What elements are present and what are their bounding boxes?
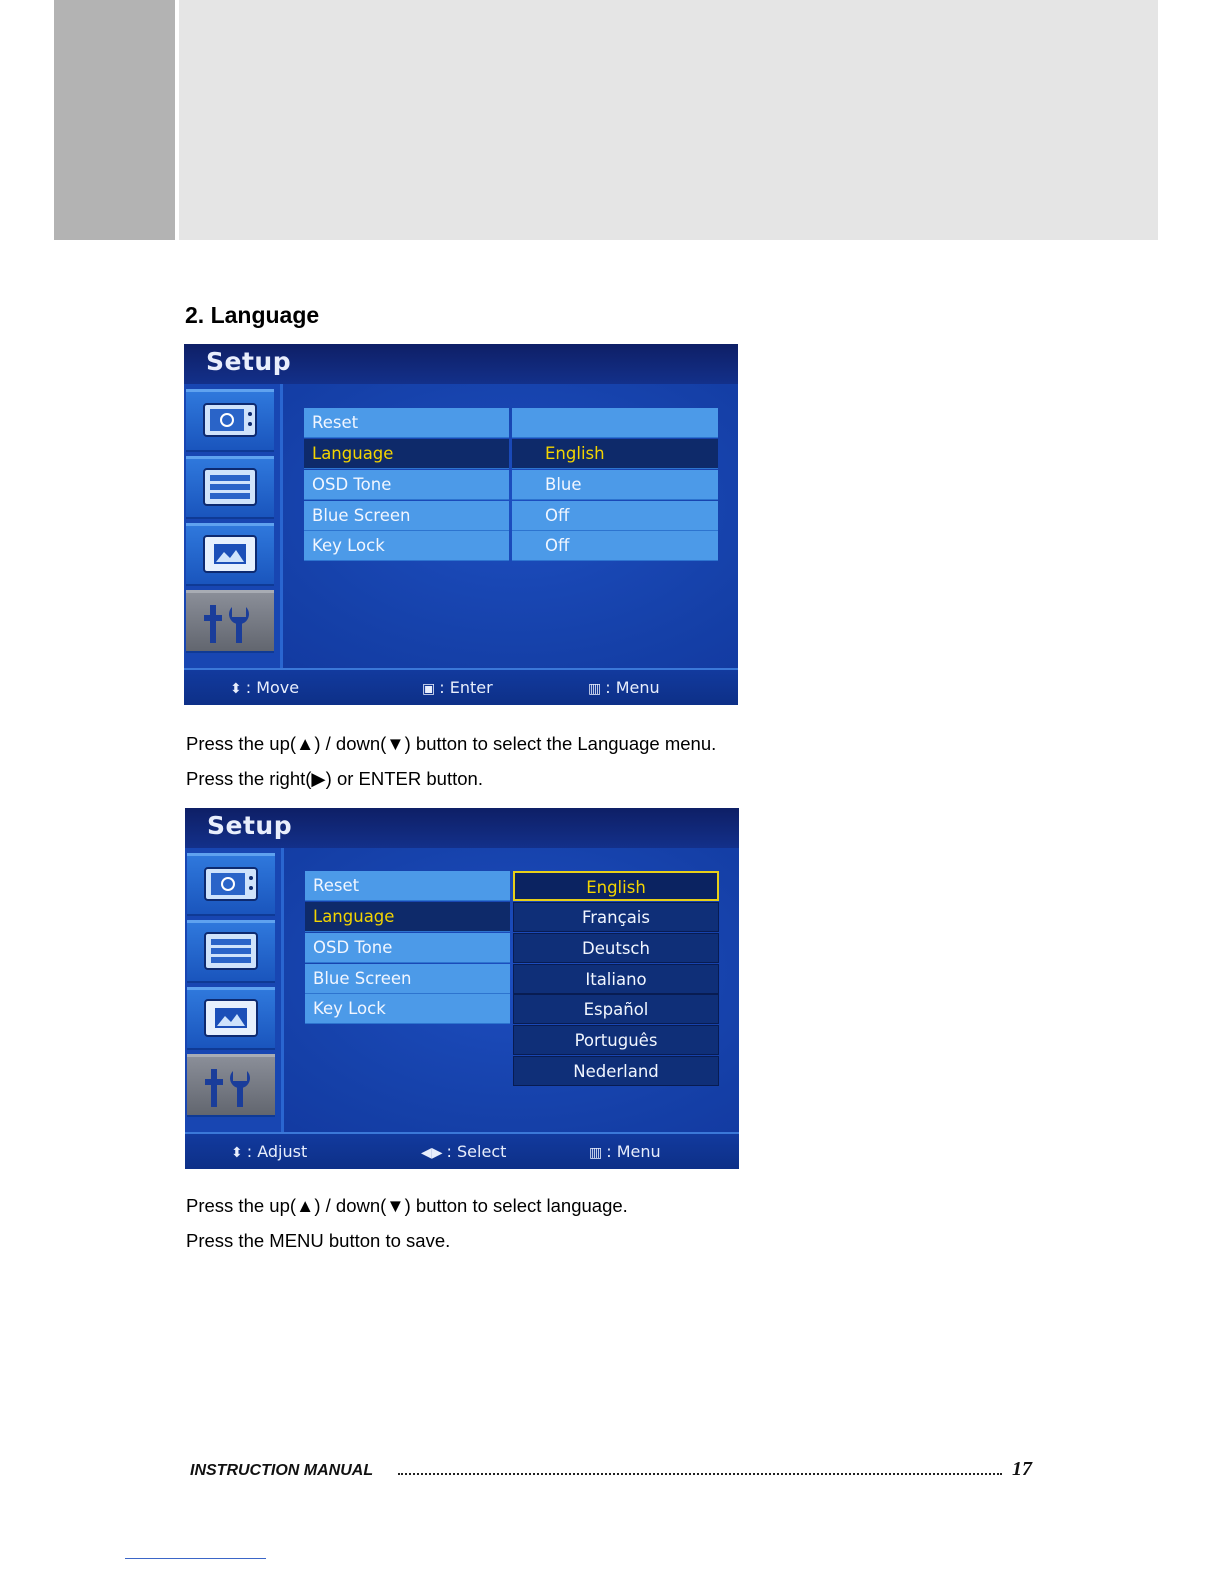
language-option-nederland[interactable]: Nederland: [513, 1056, 719, 1086]
enter-square-icon: ▣: [422, 681, 436, 697]
footer-move-label: : Move: [245, 678, 300, 697]
language-option-italiano[interactable]: Italiano: [513, 964, 719, 994]
footer-enter-label: : Enter: [439, 678, 493, 697]
menu-value-language: English: [512, 439, 718, 469]
menu-row-blue-screen[interactable]: Blue Screen: [304, 501, 509, 531]
osd-footer-bar: [185, 1132, 739, 1169]
osd-screen-language-options: [185, 808, 739, 1169]
menu-icon: ▥: [589, 1145, 603, 1161]
instruction-line: Press the MENU button to save.: [186, 1230, 451, 1251]
side-menu-picture[interactable]: [186, 389, 274, 452]
menu-row-reset[interactable]: Reset: [305, 871, 510, 901]
menu-value-osd-tone: Blue: [512, 470, 718, 500]
footer-adjust-hint: [231, 1142, 307, 1161]
page-footer: [190, 1460, 1032, 1484]
dotted-leader: [398, 1473, 1002, 1475]
footer-menu-hint: [588, 678, 660, 697]
menu-value-blue-screen: Off: [512, 501, 718, 531]
image-icon: [202, 534, 258, 574]
footer-menu-label: : Menu: [606, 1142, 661, 1161]
menu-icon: ▥: [588, 681, 602, 697]
side-menu-picture[interactable]: [187, 853, 275, 916]
osd-side-menu: [184, 384, 283, 668]
picture-icon: [203, 864, 259, 904]
footer-select-hint: [421, 1142, 506, 1161]
language-option-espanol[interactable]: Español: [513, 994, 719, 1024]
image-icon: [203, 998, 259, 1038]
updown-arrow-icon: ⬍: [231, 1145, 243, 1161]
osd-screen-language-menu: [184, 344, 738, 705]
section-title: 2. Language: [185, 302, 320, 328]
menu-value-key-lock: Off: [512, 531, 718, 561]
tools-icon: [202, 601, 258, 647]
header-band-left: [54, 0, 175, 240]
side-menu-tools[interactable]: [186, 590, 274, 653]
instruction-line: Press the up(▲) / down(▼) button to select language.: [186, 1195, 628, 1216]
footer-select-label: : Select: [446, 1142, 507, 1161]
footer-menu-hint: [589, 1142, 661, 1161]
menu-row-blue-screen[interactable]: Blue Screen: [305, 964, 510, 994]
osd-title-bar: [185, 808, 739, 848]
picture-icon: [202, 400, 258, 440]
footer-move-hint: [230, 678, 299, 697]
page-number: 17: [1012, 1458, 1032, 1480]
leftright-arrow-icon: ◀▶: [421, 1145, 443, 1161]
language-option-portugues[interactable]: Português: [513, 1025, 719, 1055]
list-icon: [202, 467, 258, 507]
osd-footer-bar: [184, 668, 738, 705]
header-band-right: [179, 0, 1158, 240]
footer-enter-hint: [422, 678, 493, 697]
menu-row-language[interactable]: Language: [305, 902, 510, 932]
osd-title: Setup: [206, 347, 292, 376]
list-icon: [203, 931, 259, 971]
language-option-deutsch[interactable]: Deutsch: [513, 933, 719, 963]
updown-arrow-icon: ⬍: [230, 681, 242, 697]
footer-adjust-label: : Adjust: [246, 1142, 308, 1161]
side-menu-image[interactable]: [187, 987, 275, 1050]
instruction-line: Press the right(▶) or ENTER button.: [186, 768, 483, 789]
side-menu-tools[interactable]: [187, 1054, 275, 1117]
menu-row-key-lock[interactable]: Key Lock: [305, 994, 510, 1024]
menu-row-osd-tone[interactable]: OSD Tone: [304, 470, 509, 500]
menu-row-reset[interactable]: Reset: [304, 408, 509, 438]
osd-side-menu: [185, 848, 284, 1132]
footer-menu-label: : Menu: [605, 678, 660, 697]
side-menu-image[interactable]: [186, 523, 274, 586]
bottom-rule: [125, 1558, 266, 1559]
menu-row-language[interactable]: Language: [304, 439, 509, 469]
osd-title-bar: [184, 344, 738, 384]
menu-value-reset: [512, 408, 718, 438]
side-menu-list[interactable]: [187, 920, 275, 983]
language-option-english[interactable]: English: [513, 871, 719, 901]
menu-row-osd-tone[interactable]: OSD Tone: [305, 933, 510, 963]
tools-icon: [203, 1065, 259, 1111]
instruction-line: Press the up(▲) / down(▼) button to select the Language menu.: [186, 733, 717, 754]
osd-title: Setup: [207, 811, 293, 840]
manual-label: INSTRUCTION MANUAL: [190, 1462, 374, 1479]
language-option-francais[interactable]: Français: [513, 902, 719, 932]
side-menu-list[interactable]: [186, 456, 274, 519]
menu-row-key-lock[interactable]: Key Lock: [304, 531, 509, 561]
